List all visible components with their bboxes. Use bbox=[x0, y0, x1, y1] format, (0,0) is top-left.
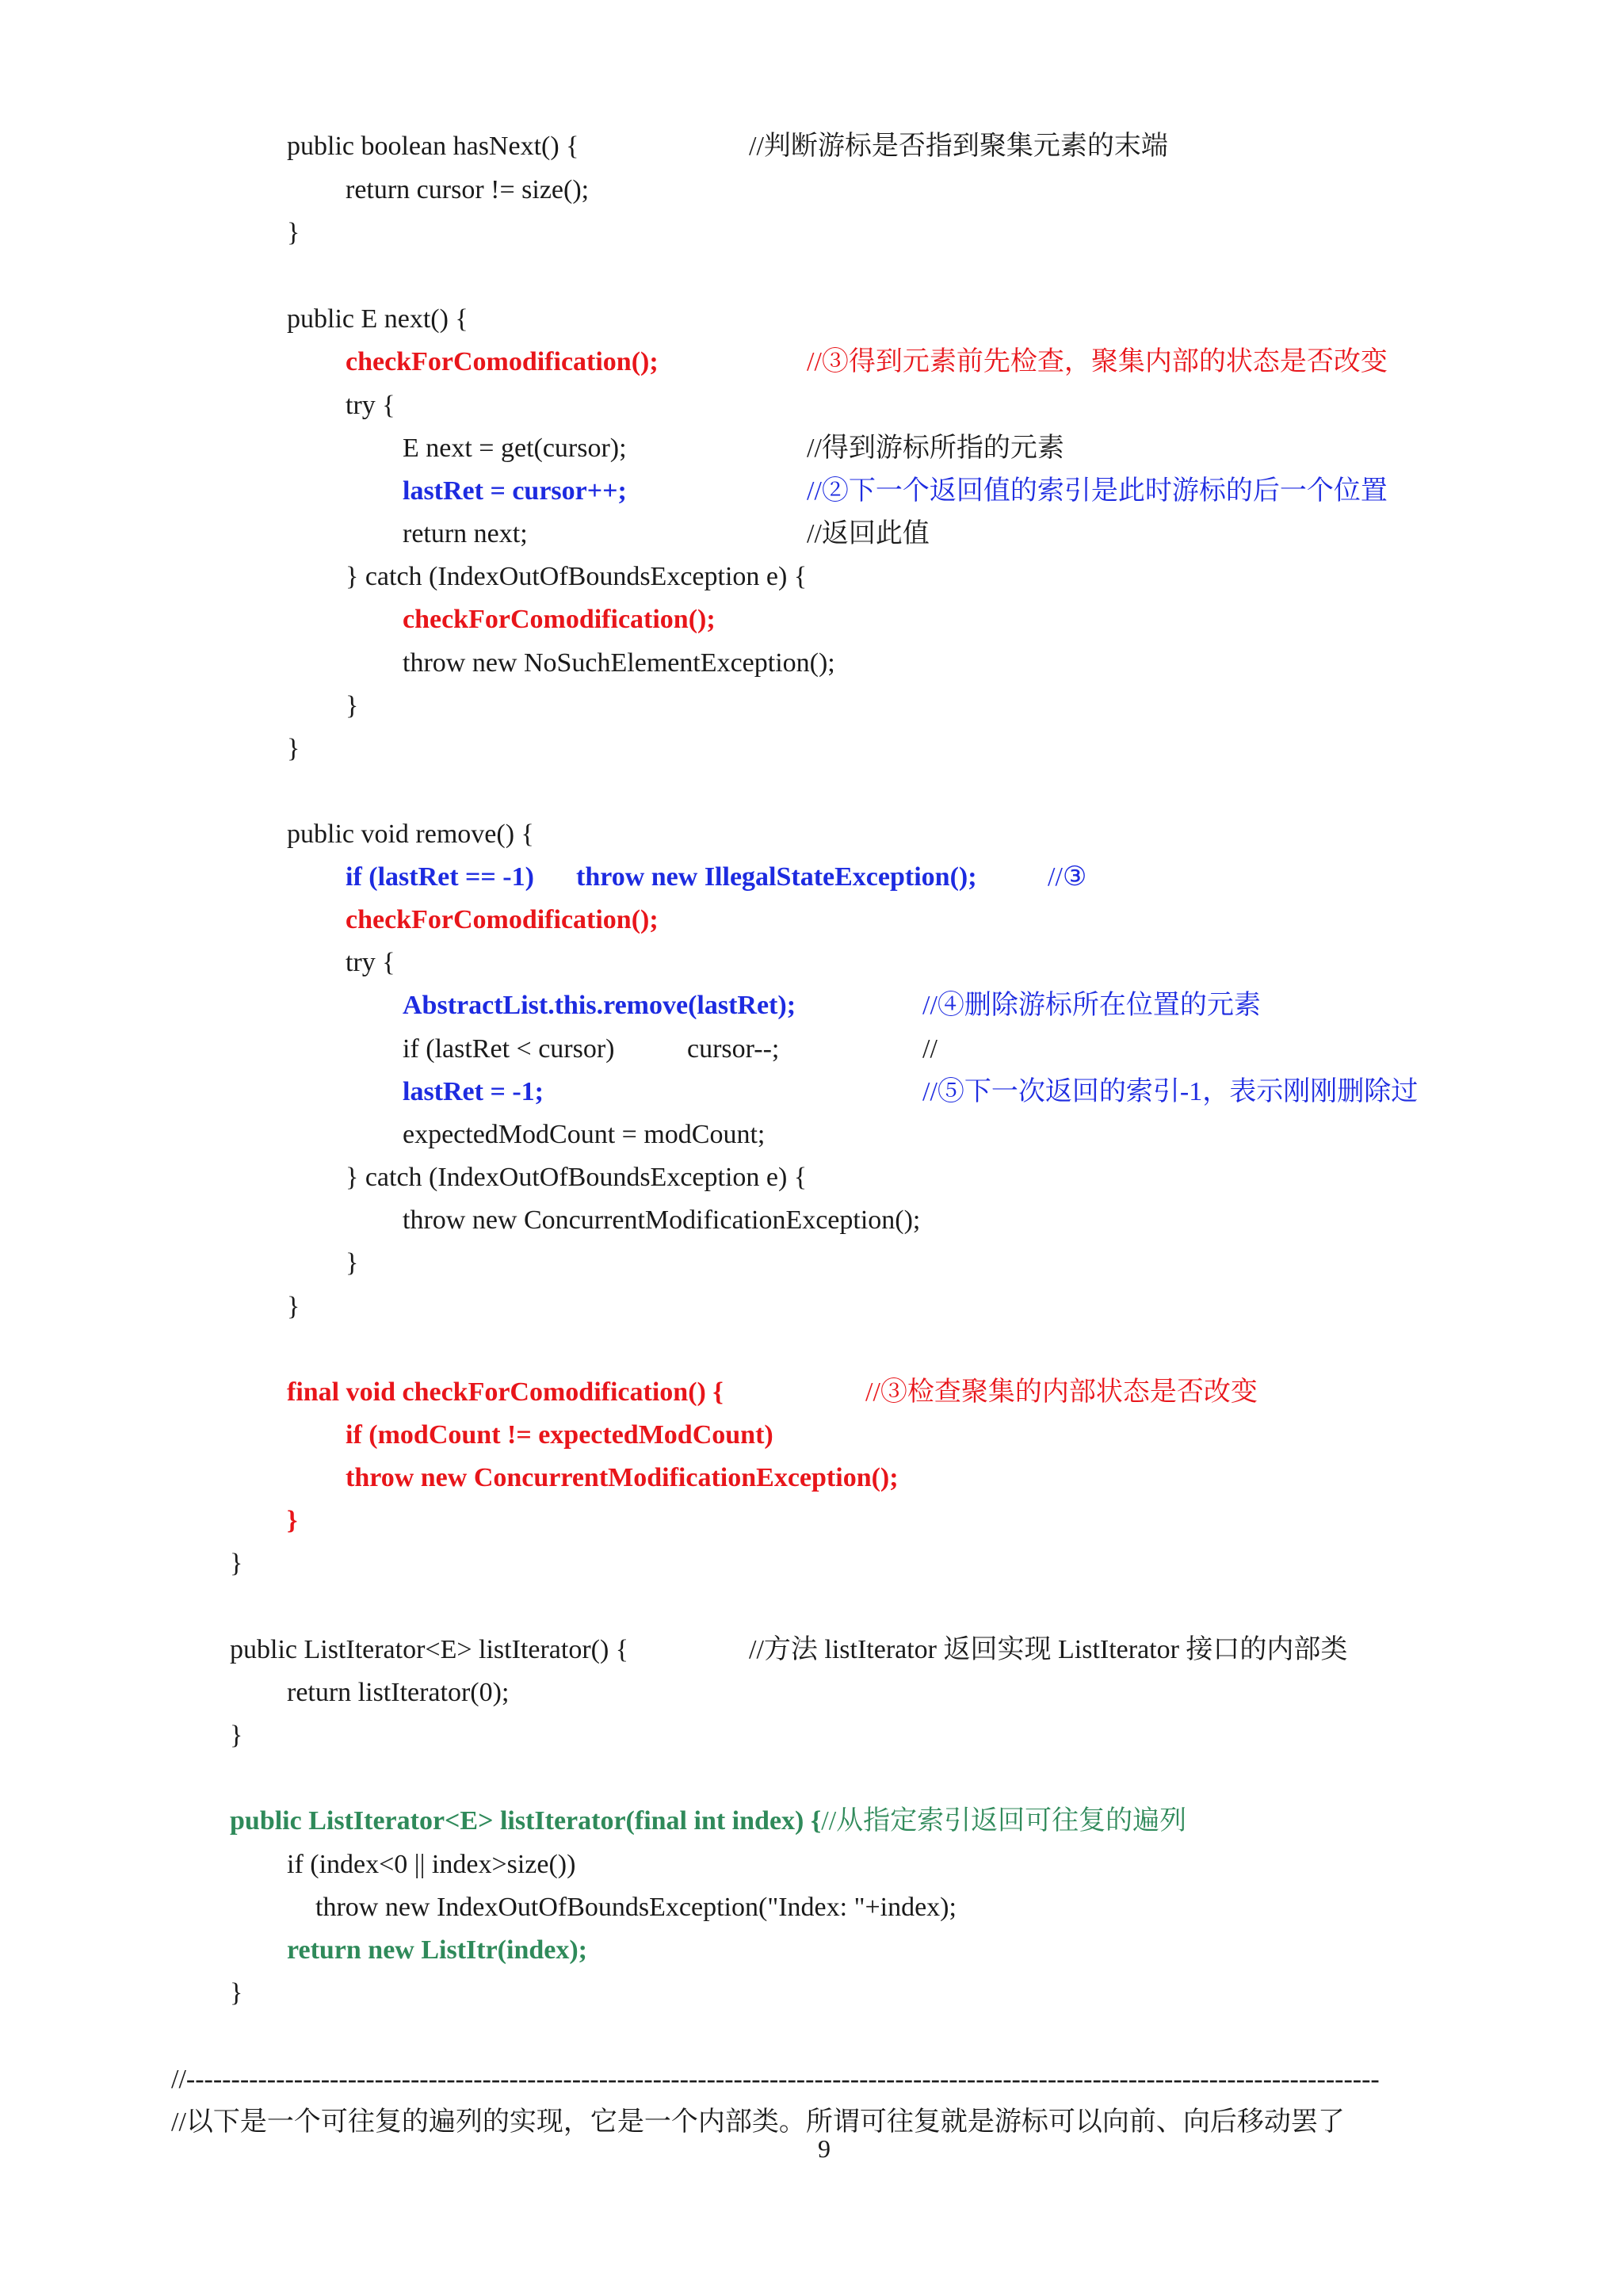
comment-text: //判断游标是否指到聚集元素的末端 bbox=[749, 132, 1168, 161]
comment-text: //③得到元素前先检查，聚集内部的状态是否改变 bbox=[807, 347, 1388, 376]
code-comment bbox=[807, 341, 1388, 384]
code-line bbox=[230, 1972, 242, 2015]
code-line bbox=[287, 1843, 575, 1886]
code-line bbox=[346, 1156, 807, 1199]
code-comment bbox=[922, 984, 1261, 1027]
comment-text: //②下一个返回值的索引是此时游标的后一个位置 bbox=[807, 476, 1388, 506]
code-text: throw new NoSuchElementException(); bbox=[403, 648, 835, 678]
page-number: 9 bbox=[818, 2134, 831, 2163]
code-text: checkForComodification(); bbox=[403, 605, 716, 634]
code-line bbox=[403, 1199, 920, 1242]
code-text: final void checkForComodification() { bbox=[287, 1377, 724, 1407]
separator-comment bbox=[171, 2058, 1455, 2101]
code-text: lastRet = -1; bbox=[403, 1077, 544, 1106]
comment-text: //从指定索引返回可往复的遍列 bbox=[821, 1806, 1187, 1836]
code-comment bbox=[807, 470, 1388, 513]
code-line-highlight bbox=[346, 1457, 899, 1499]
code-text: } bbox=[230, 1978, 243, 2008]
code-comment bbox=[922, 1071, 1418, 1114]
comment-text: //③ bbox=[1048, 862, 1087, 892]
code-line bbox=[287, 298, 468, 341]
code-line bbox=[403, 427, 627, 470]
code-line bbox=[346, 1242, 358, 1285]
code-line bbox=[287, 813, 534, 856]
code-line bbox=[287, 1671, 509, 1714]
code-text: return listIterator(0); bbox=[287, 1678, 510, 1707]
code-line bbox=[287, 125, 579, 168]
code-line-highlight bbox=[403, 470, 627, 513]
comment-text: //方法 listIterator 返回实现 ListIterator 接口的内部类 bbox=[749, 1635, 1348, 1664]
code-text: if (lastRet < cursor) bbox=[403, 1034, 615, 1064]
code-line bbox=[403, 1114, 765, 1156]
code-text: } catch (IndexOutOfBoundsException e) { bbox=[346, 562, 808, 591]
code-text: lastRet = cursor++; bbox=[403, 476, 627, 506]
code-line-highlight bbox=[346, 899, 659, 942]
code-line bbox=[287, 212, 300, 254]
code-text: return new ListItr(index); bbox=[287, 1935, 587, 1965]
code-text: checkForComodification(); bbox=[346, 905, 659, 934]
code-line-highlight bbox=[230, 1800, 1186, 1843]
code-line-highlight bbox=[403, 1071, 544, 1114]
code-text: return cursor != size(); bbox=[346, 175, 590, 204]
code-line bbox=[230, 1629, 628, 1671]
code-line-highlight bbox=[576, 856, 977, 899]
code-line-highlight bbox=[287, 1499, 297, 1542]
comment-text: //返回此值 bbox=[807, 519, 930, 548]
code-text: public void remove() { bbox=[287, 819, 534, 849]
code-line bbox=[287, 1286, 300, 1328]
comment-text: //⑤下一次返回的索引-1，表示刚刚删除过 bbox=[922, 1077, 1419, 1106]
code-text: } catch (IndexOutOfBoundsException e) { bbox=[346, 1163, 808, 1192]
code-line bbox=[287, 728, 300, 770]
code-line bbox=[230, 1714, 242, 1757]
code-comment bbox=[749, 1629, 1347, 1671]
code-line bbox=[346, 556, 807, 598]
code-text: E next = get(cursor); bbox=[403, 434, 627, 463]
code-text: throw new IllegalStateException(); bbox=[576, 862, 977, 892]
code-line-highlight bbox=[287, 1371, 724, 1414]
code-text: } bbox=[287, 734, 300, 763]
code-text: throw new ConcurrentModificationException(); bbox=[346, 1463, 899, 1492]
code-text: public E next() { bbox=[287, 304, 468, 334]
code-text: } bbox=[346, 691, 359, 720]
code-text: throw new IndexOutOfBoundsException("Index: "+index); bbox=[315, 1893, 957, 1922]
code-line bbox=[687, 1028, 779, 1071]
comment-text: //------------------------------------------------------------------------------------------------------------------------------------- bbox=[171, 2065, 1380, 2094]
code-text: if (lastRet == -1) bbox=[346, 862, 534, 892]
code-text: } bbox=[287, 218, 300, 247]
code-text: } bbox=[346, 1248, 359, 1278]
comment-text: //以下是一个可往复的遍列的实现，它是一个内部类。所谓可往复就是游标可以向前、向后移动罢了 bbox=[171, 2107, 1345, 2137]
code-line-highlight bbox=[346, 856, 534, 899]
code-line bbox=[346, 942, 395, 984]
comment-text: //③检查聚集的内部状态是否改变 bbox=[865, 1377, 1258, 1407]
code-text: public ListIterator<E> listIterator() { bbox=[230, 1635, 629, 1664]
code-text: AbstractList.this.remove(lastRet); bbox=[403, 991, 796, 1020]
code-text: try { bbox=[346, 391, 395, 420]
code-line bbox=[403, 513, 528, 556]
code-text: } bbox=[230, 1721, 243, 1750]
code-text: if (index<0 || index>size()) bbox=[287, 1850, 576, 1879]
comment-text: //得到游标所指的元素 bbox=[807, 434, 1064, 463]
code-comment bbox=[865, 1371, 1258, 1414]
code-comment bbox=[1048, 856, 1086, 899]
code-line-highlight bbox=[287, 1929, 587, 1972]
code-text: public boolean hasNext() { bbox=[287, 132, 579, 161]
code-text: cursor--; bbox=[687, 1034, 780, 1064]
code-line bbox=[315, 1886, 957, 1929]
footer-comment bbox=[171, 2101, 1345, 2144]
code-text: return next; bbox=[403, 519, 528, 548]
code-comment bbox=[749, 125, 1168, 168]
code-line bbox=[346, 384, 395, 427]
code-text: if (modCount != expectedModCount) bbox=[346, 1420, 773, 1450]
code-line bbox=[346, 169, 589, 212]
comment-text: // bbox=[922, 1034, 938, 1064]
code-text: throw new ConcurrentModificationException(); bbox=[403, 1205, 921, 1235]
code-line-highlight bbox=[403, 598, 716, 641]
code-text: } bbox=[230, 1549, 243, 1578]
code-line bbox=[230, 1542, 242, 1585]
code-line bbox=[346, 685, 358, 728]
code-text: } bbox=[287, 1506, 298, 1535]
code-text: public ListIterator<E> listIterator(final int index) { bbox=[230, 1806, 822, 1836]
code-comment bbox=[922, 1028, 938, 1071]
code-comment bbox=[807, 513, 930, 556]
code-line-highlight bbox=[346, 1414, 773, 1457]
code-line bbox=[403, 642, 835, 685]
code-text: } bbox=[287, 1292, 300, 1321]
code-text: checkForComodification(); bbox=[346, 347, 659, 376]
code-text: expectedModCount = modCount; bbox=[403, 1120, 766, 1149]
comment-text: //④删除游标所在位置的元素 bbox=[922, 991, 1261, 1020]
code-text: try { bbox=[346, 948, 395, 977]
code-line bbox=[403, 1028, 614, 1071]
code-line-highlight bbox=[403, 984, 796, 1027]
code-comment bbox=[807, 427, 1064, 470]
code-line-highlight bbox=[346, 341, 659, 384]
